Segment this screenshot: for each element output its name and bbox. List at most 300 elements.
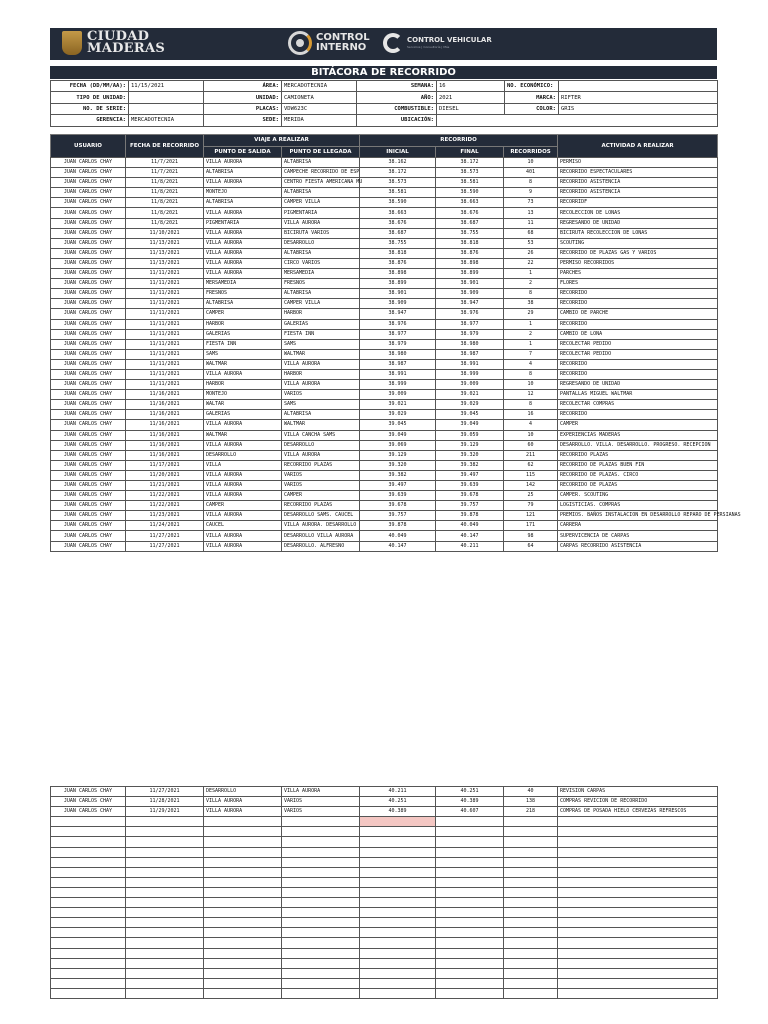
cell-final[interactable]: 39.497 — [436, 470, 504, 480]
cell-fecha[interactable]: 11/28/2021 — [126, 797, 204, 807]
cell-inicial[interactable]: 38.991 — [360, 369, 436, 379]
cell-final[interactable]: 38.977 — [436, 319, 504, 329]
cell-recorridos[interactable] — [504, 948, 558, 958]
cell-final[interactable]: 38.899 — [436, 269, 504, 279]
cell-usuario[interactable] — [51, 817, 126, 827]
cell-salida[interactable] — [204, 898, 282, 908]
cell-llegada[interactable] — [282, 978, 360, 988]
cell-salida[interactable]: WALTAR — [204, 400, 282, 410]
cell-recorridos[interactable]: 9 — [504, 188, 558, 198]
cell-actividad[interactable] — [558, 817, 718, 827]
cell-fecha[interactable]: 11/11/2021 — [126, 289, 204, 299]
cell-salida[interactable]: FRESNOS — [204, 289, 282, 299]
cell-llegada[interactable]: CAMPER VILLA — [282, 299, 360, 309]
cell-usuario[interactable] — [51, 827, 126, 837]
cell-inicial[interactable]: 38.676 — [360, 218, 436, 228]
cell-llegada[interactable]: SAMS — [282, 400, 360, 410]
cell-actividad[interactable]: RECORRIDO — [558, 289, 718, 299]
cell-inicial[interactable]: 38.901 — [360, 289, 436, 299]
cell-actividad[interactable]: RECOLECCION DE LONAS — [558, 208, 718, 218]
cell-inicial[interactable]: 40.251 — [360, 797, 436, 807]
cell-salida[interactable]: VILLA AURORA — [204, 797, 282, 807]
cell-recorridos[interactable] — [504, 958, 558, 968]
cell-actividad[interactable]: RECORRIDO — [558, 299, 718, 309]
cell-recorridos[interactable] — [504, 938, 558, 948]
cell-llegada[interactable]: VARIOS — [282, 807, 360, 817]
cell-actividad[interactable] — [558, 847, 718, 857]
cell-llegada[interactable] — [282, 968, 360, 978]
cell-usuario[interactable]: JUAN CARLOS CHAY — [51, 410, 126, 420]
cell-actividad[interactable]: EXPERIENCIAS MADERAS — [558, 430, 718, 440]
cell-final[interactable]: 40.251 — [436, 787, 504, 797]
cell-final[interactable] — [436, 948, 504, 958]
cell-usuario[interactable]: JUAN CARLOS CHAY — [51, 248, 126, 258]
cell-inicial[interactable]: 38.755 — [360, 238, 436, 248]
cell-llegada[interactable] — [282, 867, 360, 877]
cell-llegada[interactable] — [282, 938, 360, 948]
cell-final[interactable]: 39.049 — [436, 420, 504, 430]
cell-recorridos[interactable]: 79 — [504, 501, 558, 511]
cell-final[interactable] — [436, 887, 504, 897]
cell-salida[interactable] — [204, 887, 282, 897]
cell-actividad[interactable]: RECORRIDO PLAZAS — [558, 450, 718, 460]
fecha-value[interactable]: 11/15/2021 — [129, 81, 204, 92]
cell-llegada[interactable] — [282, 918, 360, 928]
cell-inicial[interactable]: 40.211 — [360, 787, 436, 797]
cell-fecha[interactable]: 11/23/2021 — [126, 511, 204, 521]
cell-salida[interactable]: VILLA AURORA — [204, 178, 282, 188]
cell-llegada[interactable]: CENTRO FIESTA AMERICANA MU — [282, 178, 360, 188]
cell-usuario[interactable]: JUAN CARLOS CHAY — [51, 289, 126, 299]
cell-actividad[interactable]: SUPERVICENCIA DE CARPAS — [558, 531, 718, 541]
cell-usuario[interactable]: JUAN CARLOS CHAY — [51, 329, 126, 339]
cell-inicial[interactable] — [360, 968, 436, 978]
cell-llegada[interactable]: ALTABRISA — [282, 188, 360, 198]
cell-actividad[interactable]: CARPAS RECORRIDO ASISTENCIA — [558, 541, 718, 551]
cell-final[interactable] — [436, 988, 504, 998]
cell-salida[interactable] — [204, 908, 282, 918]
cell-fecha[interactable]: 11/11/2021 — [126, 269, 204, 279]
cell-inicial[interactable]: 40.389 — [360, 807, 436, 817]
cell-actividad[interactable]: RECORRIDO ESPECTACULARES — [558, 168, 718, 178]
cell-llegada[interactable]: HARBOR — [282, 309, 360, 319]
cell-salida[interactable] — [204, 827, 282, 837]
cell-llegada[interactable]: ALTABRISA — [282, 410, 360, 420]
cell-usuario[interactable] — [51, 958, 126, 968]
cell-inicial[interactable]: 40.147 — [360, 541, 436, 551]
cell-final[interactable] — [436, 958, 504, 968]
cell-final[interactable]: 39.757 — [436, 501, 504, 511]
cell-llegada[interactable]: CIRCO VARIOS — [282, 258, 360, 268]
cell-actividad[interactable] — [558, 887, 718, 897]
cell-usuario[interactable] — [51, 988, 126, 998]
cell-fecha[interactable] — [126, 847, 204, 857]
cell-salida[interactable]: VILLA AURORA — [204, 440, 282, 450]
cell-usuario[interactable]: JUAN CARLOS CHAY — [51, 238, 126, 248]
cell-salida[interactable]: VILLA AURORA — [204, 511, 282, 521]
cell-fecha[interactable]: 11/13/2021 — [126, 238, 204, 248]
cell-llegada[interactable]: VILLA AURORA — [282, 359, 360, 369]
cell-usuario[interactable]: JUAN CARLOS CHAY — [51, 349, 126, 359]
cell-inicial[interactable] — [360, 887, 436, 897]
cell-salida[interactable]: VILLA AURORA — [204, 541, 282, 551]
cell-final[interactable]: 38.999 — [436, 369, 504, 379]
cell-inicial[interactable] — [360, 938, 436, 948]
cell-actividad[interactable]: COMPRAS REVICION DE RECORRIDO — [558, 797, 718, 807]
cell-fecha[interactable] — [126, 928, 204, 938]
cell-final[interactable]: 38.590 — [436, 188, 504, 198]
cell-actividad[interactable]: RECORRIDO DE PLAZAS BUEN FIN — [558, 460, 718, 470]
cell-final[interactable] — [436, 827, 504, 837]
cell-fecha[interactable] — [126, 887, 204, 897]
cell-fecha[interactable]: 11/8/2021 — [126, 178, 204, 188]
cell-recorridos[interactable]: 68 — [504, 228, 558, 238]
cell-fecha[interactable]: 11/11/2021 — [126, 299, 204, 309]
cell-salida[interactable]: VILLA AURORA — [204, 470, 282, 480]
cell-inicial[interactable]: 38.999 — [360, 380, 436, 390]
cell-inicial[interactable]: 38.976 — [360, 319, 436, 329]
cell-inicial[interactable]: 39.678 — [360, 501, 436, 511]
cell-recorridos[interactable] — [504, 867, 558, 877]
cell-fecha[interactable] — [126, 918, 204, 928]
cell-actividad[interactable]: PARCHES — [558, 269, 718, 279]
cell-salida[interactable]: VILLA AURORA — [204, 228, 282, 238]
cell-final[interactable]: 38.979 — [436, 329, 504, 339]
cell-salida[interactable]: HARBOR — [204, 380, 282, 390]
cell-recorridos[interactable]: 8 — [504, 178, 558, 188]
cell-actividad[interactable]: REVISION CARPAS — [558, 787, 718, 797]
cell-actividad[interactable] — [558, 968, 718, 978]
cell-inicial[interactable]: 40.049 — [360, 531, 436, 541]
cell-salida[interactable] — [204, 978, 282, 988]
cell-recorridos[interactable]: 8 — [504, 400, 558, 410]
cell-recorridos[interactable]: 2 — [504, 279, 558, 289]
cell-inicial[interactable]: 38.590 — [360, 198, 436, 208]
cell-usuario[interactable] — [51, 928, 126, 938]
cell-actividad[interactable] — [558, 958, 718, 968]
cell-fecha[interactable] — [126, 827, 204, 837]
cell-fecha[interactable]: 11/22/2021 — [126, 491, 204, 501]
cell-salida[interactable] — [204, 867, 282, 877]
cell-llegada[interactable]: CAMPECHE RECORRIDO DE ESP — [282, 168, 360, 178]
cell-inicial[interactable]: 39.497 — [360, 481, 436, 491]
placas-value[interactable]: VDW623C — [282, 103, 357, 114]
cell-actividad[interactable]: RECORRIDO ASISTENCIA — [558, 178, 718, 188]
sede-value[interactable]: MERIDA — [282, 115, 357, 126]
cell-actividad[interactable] — [558, 867, 718, 877]
cell-final[interactable]: 38.172 — [436, 158, 504, 168]
cell-usuario[interactable]: JUAN CARLOS CHAY — [51, 269, 126, 279]
cell-recorridos[interactable]: 138 — [504, 797, 558, 807]
cell-recorridos[interactable]: 171 — [504, 521, 558, 531]
cell-salida[interactable]: FIESTA INN — [204, 339, 282, 349]
cell-inicial[interactable]: 38.947 — [360, 309, 436, 319]
cell-fecha[interactable] — [126, 948, 204, 958]
cell-actividad[interactable] — [558, 827, 718, 837]
cell-fecha[interactable]: 11/24/2021 — [126, 521, 204, 531]
cell-usuario[interactable] — [51, 877, 126, 887]
cell-usuario[interactable]: JUAN CARLOS CHAY — [51, 178, 126, 188]
cell-inicial[interactable]: 38.581 — [360, 188, 436, 198]
cell-salida[interactable] — [204, 938, 282, 948]
cell-recorridos[interactable] — [504, 928, 558, 938]
cell-recorridos[interactable]: 401 — [504, 168, 558, 178]
cell-recorridos[interactable] — [504, 857, 558, 867]
cell-inicial[interactable]: 39.009 — [360, 390, 436, 400]
cell-final[interactable]: 38.947 — [436, 299, 504, 309]
cell-actividad[interactable]: CAMPER. SCOUTING — [558, 491, 718, 501]
cell-salida[interactable]: MERSAMEDIA — [204, 279, 282, 289]
cell-usuario[interactable] — [51, 938, 126, 948]
cell-fecha[interactable] — [126, 817, 204, 827]
cell-fecha[interactable] — [126, 988, 204, 998]
cell-llegada[interactable]: CAMPER VILLA — [282, 198, 360, 208]
cell-fecha[interactable]: 11/16/2021 — [126, 400, 204, 410]
cell-inicial[interactable] — [360, 958, 436, 968]
cell-usuario[interactable]: JUAN CARLOS CHAY — [51, 279, 126, 289]
cell-actividad[interactable]: RECORRIDO — [558, 410, 718, 420]
cell-fecha[interactable]: 11/27/2021 — [126, 531, 204, 541]
cell-recorridos[interactable]: 13 — [504, 208, 558, 218]
cell-fecha[interactable]: 11/16/2021 — [126, 440, 204, 450]
cell-actividad[interactable] — [558, 928, 718, 938]
cell-salida[interactable]: VILLA AURORA — [204, 258, 282, 268]
cell-llegada[interactable] — [282, 898, 360, 908]
cell-salida[interactable] — [204, 918, 282, 928]
cell-fecha[interactable]: 11/8/2021 — [126, 218, 204, 228]
cell-recorridos[interactable]: 73 — [504, 198, 558, 208]
cell-llegada[interactable] — [282, 837, 360, 847]
cell-llegada[interactable]: HARBOR — [282, 369, 360, 379]
cell-actividad[interactable]: CAMBIO DE PARCHE — [558, 309, 718, 319]
cell-usuario[interactable]: JUAN CARLOS CHAY — [51, 541, 126, 551]
cell-fecha[interactable]: 11/11/2021 — [126, 339, 204, 349]
cell-llegada[interactable]: ALTABRISA — [282, 248, 360, 258]
cell-salida[interactable] — [204, 928, 282, 938]
cell-usuario[interactable]: JUAN CARLOS CHAY — [51, 511, 126, 521]
cell-actividad[interactable] — [558, 988, 718, 998]
cell-final[interactable]: 39.382 — [436, 460, 504, 470]
cell-salida[interactable]: WALTMAR — [204, 359, 282, 369]
cell-llegada[interactable]: VARIOS — [282, 797, 360, 807]
cell-usuario[interactable]: JUAN CARLOS CHAY — [51, 390, 126, 400]
cell-inicial[interactable]: 39.049 — [360, 430, 436, 440]
cell-recorridos[interactable]: 64 — [504, 541, 558, 551]
cell-usuario[interactable]: JUAN CARLOS CHAY — [51, 158, 126, 168]
cell-usuario[interactable]: JUAN CARLOS CHAY — [51, 797, 126, 807]
cell-fecha[interactable]: 11/20/2021 — [126, 470, 204, 480]
cell-salida[interactable]: GALERIAS — [204, 329, 282, 339]
cell-salida[interactable]: MONTEJO — [204, 188, 282, 198]
cell-final[interactable]: 38.876 — [436, 248, 504, 258]
cell-final[interactable] — [436, 817, 504, 827]
cell-llegada[interactable]: DESARROLLO — [282, 238, 360, 248]
cell-usuario[interactable]: JUAN CARLOS CHAY — [51, 380, 126, 390]
cell-salida[interactable] — [204, 857, 282, 867]
cell-fecha[interactable]: 11/13/2021 — [126, 248, 204, 258]
cell-inicial[interactable] — [360, 837, 436, 847]
cell-usuario[interactable]: JUAN CARLOS CHAY — [51, 470, 126, 480]
cell-usuario[interactable] — [51, 978, 126, 988]
cell-usuario[interactable]: JUAN CARLOS CHAY — [51, 807, 126, 817]
cell-actividad[interactable]: PANTALLAS MIGUEL WALTMAR — [558, 390, 718, 400]
cell-usuario[interactable] — [51, 948, 126, 958]
cell-recorridos[interactable] — [504, 887, 558, 897]
no-economico-value[interactable] — [559, 81, 718, 92]
cell-final[interactable]: 38.980 — [436, 339, 504, 349]
cell-usuario[interactable]: JUAN CARLOS CHAY — [51, 531, 126, 541]
cell-salida[interactable]: HARBOR — [204, 319, 282, 329]
cell-salida[interactable] — [204, 948, 282, 958]
cell-inicial[interactable]: 39.069 — [360, 440, 436, 450]
cell-final[interactable] — [436, 837, 504, 847]
cell-inicial[interactable]: 38.898 — [360, 269, 436, 279]
cell-fecha[interactable] — [126, 857, 204, 867]
cell-inicial[interactable]: 38.172 — [360, 168, 436, 178]
cell-fecha[interactable] — [126, 837, 204, 847]
cell-inicial[interactable] — [360, 948, 436, 958]
cell-usuario[interactable]: JUAN CARLOS CHAY — [51, 787, 126, 797]
cell-salida[interactable]: DESARROLLO — [204, 450, 282, 460]
cell-llegada[interactable]: BICIRUTA VARIOS — [282, 228, 360, 238]
cell-usuario[interactable]: JUAN CARLOS CHAY — [51, 369, 126, 379]
cell-recorridos[interactable]: 2 — [504, 329, 558, 339]
cell-recorridos[interactable]: 121 — [504, 511, 558, 521]
cell-llegada[interactable]: WALTMAR — [282, 349, 360, 359]
cell-inicial[interactable]: 38.987 — [360, 359, 436, 369]
cell-final[interactable]: 38.898 — [436, 258, 504, 268]
cell-recorridos[interactable] — [504, 817, 558, 827]
cell-final[interactable]: 40.389 — [436, 797, 504, 807]
cell-usuario[interactable] — [51, 908, 126, 918]
cell-usuario[interactable]: JUAN CARLOS CHAY — [51, 299, 126, 309]
cell-inicial[interactable]: 38.876 — [360, 258, 436, 268]
cell-final[interactable]: 40.147 — [436, 531, 504, 541]
cell-llegada[interactable]: ALTABRISA — [282, 158, 360, 168]
cell-final[interactable]: 40.211 — [436, 541, 504, 551]
cell-salida[interactable] — [204, 847, 282, 857]
cell-actividad[interactable]: FLORES — [558, 279, 718, 289]
cell-inicial[interactable]: 38.980 — [360, 349, 436, 359]
cell-llegada[interactable]: VILLA AURORA — [282, 450, 360, 460]
cell-usuario[interactable]: JUAN CARLOS CHAY — [51, 228, 126, 238]
cell-recorridos[interactable] — [504, 918, 558, 928]
cell-llegada[interactable] — [282, 908, 360, 918]
ubicacion-value[interactable] — [437, 115, 718, 126]
semana-value[interactable]: 16 — [437, 81, 505, 92]
cell-final[interactable]: 39.009 — [436, 380, 504, 390]
cell-inicial[interactable]: 39.045 — [360, 420, 436, 430]
cell-recorridos[interactable]: 1 — [504, 339, 558, 349]
cell-actividad[interactable]: RECORRIDF — [558, 198, 718, 208]
cell-fecha[interactable] — [126, 898, 204, 908]
cell-actividad[interactable]: RECORRIDO ASISTENCIA — [558, 188, 718, 198]
cell-usuario[interactable]: JUAN CARLOS CHAY — [51, 218, 126, 228]
cell-final[interactable]: 38.581 — [436, 178, 504, 188]
cell-llegada[interactable]: VARIOS — [282, 470, 360, 480]
cell-recorridos[interactable]: 22 — [504, 258, 558, 268]
cell-actividad[interactable]: CAMPER — [558, 420, 718, 430]
cell-llegada[interactable]: DESARROLLO. ALFRESNO — [282, 541, 360, 551]
cell-llegada[interactable]: VILLA AURORA. DESARROLLO — [282, 521, 360, 531]
cell-llegada[interactable] — [282, 928, 360, 938]
cell-final[interactable] — [436, 928, 504, 938]
cell-final[interactable]: 39.639 — [436, 481, 504, 491]
cell-inicial[interactable] — [360, 817, 436, 827]
cell-inicial[interactable]: 39.639 — [360, 491, 436, 501]
cell-usuario[interactable] — [51, 918, 126, 928]
cell-llegada[interactable]: MERSAMEDIA — [282, 269, 360, 279]
cell-usuario[interactable]: JUAN CARLOS CHAY — [51, 208, 126, 218]
cell-usuario[interactable] — [51, 857, 126, 867]
cell-inicial[interactable] — [360, 978, 436, 988]
cell-final[interactable]: 40.607 — [436, 807, 504, 817]
cell-usuario[interactable]: JUAN CARLOS CHAY — [51, 521, 126, 531]
cell-actividad[interactable]: LOGISTICIAS. COMPRAS — [558, 501, 718, 511]
cell-llegada[interactable]: SAMS — [282, 339, 360, 349]
cell-usuario[interactable]: JUAN CARLOS CHAY — [51, 430, 126, 440]
cell-fecha[interactable] — [126, 978, 204, 988]
cell-llegada[interactable]: DESARROLLO SAMS. CAUCEL — [282, 511, 360, 521]
cell-actividad[interactable] — [558, 908, 718, 918]
cell-actividad[interactable]: DESARROLLO. VILLA. DESARROLLO. PROGRESO. RECEPCION — [558, 440, 718, 450]
cell-fecha[interactable]: 11/27/2021 — [126, 787, 204, 797]
cell-usuario[interactable] — [51, 968, 126, 978]
area-value[interactable]: MERCADOTECNIA — [282, 81, 357, 92]
cell-inicial[interactable] — [360, 857, 436, 867]
cell-actividad[interactable]: RECOLECTAR PEDIDO — [558, 349, 718, 359]
cell-recorridos[interactable]: 98 — [504, 531, 558, 541]
cell-final[interactable]: 39.129 — [436, 440, 504, 450]
cell-salida[interactable] — [204, 988, 282, 998]
cell-salida[interactable]: GALERIAS — [204, 410, 282, 420]
cell-usuario[interactable]: JUAN CARLOS CHAY — [51, 168, 126, 178]
cell-actividad[interactable]: PERMISO — [558, 158, 718, 168]
cell-inicial[interactable] — [360, 908, 436, 918]
cell-salida[interactable]: ALTABRISA — [204, 299, 282, 309]
cell-recorridos[interactable]: 25 — [504, 491, 558, 501]
cell-inicial[interactable]: 39.878 — [360, 521, 436, 531]
cell-final[interactable]: 39.059 — [436, 430, 504, 440]
cell-final[interactable] — [436, 877, 504, 887]
cell-recorridos[interactable] — [504, 847, 558, 857]
cell-llegada[interactable]: PIGMENTARIA — [282, 208, 360, 218]
cell-actividad[interactable]: REGRESANDO DE UNIDAD — [558, 380, 718, 390]
cell-inicial[interactable]: 39.757 — [360, 511, 436, 521]
cell-actividad[interactable]: RECORRIDO — [558, 359, 718, 369]
cell-llegada[interactable]: DESARROLLO — [282, 440, 360, 450]
cell-usuario[interactable]: JUAN CARLOS CHAY — [51, 450, 126, 460]
cell-recorridos[interactable]: 29 — [504, 309, 558, 319]
cell-fecha[interactable]: 11/10/2021 — [126, 228, 204, 238]
cell-inicial[interactable] — [360, 877, 436, 887]
tipo-unidad-value[interactable] — [129, 92, 204, 103]
cell-fecha[interactable] — [126, 877, 204, 887]
cell-actividad[interactable] — [558, 918, 718, 928]
cell-inicial[interactable]: 38.977 — [360, 329, 436, 339]
cell-fecha[interactable]: 11/7/2021 — [126, 168, 204, 178]
cell-recorridos[interactable]: 62 — [504, 460, 558, 470]
cell-inicial[interactable]: 38.162 — [360, 158, 436, 168]
cell-llegada[interactable]: FIESTA INN — [282, 329, 360, 339]
cell-fecha[interactable]: 11/11/2021 — [126, 329, 204, 339]
cell-llegada[interactable]: DESARROLLO VILLA AURORA — [282, 531, 360, 541]
cell-final[interactable]: 38.901 — [436, 279, 504, 289]
cell-final[interactable]: 38.687 — [436, 218, 504, 228]
cell-salida[interactable]: VILLA AURORA — [204, 481, 282, 491]
cell-usuario[interactable]: JUAN CARLOS CHAY — [51, 420, 126, 430]
cell-usuario[interactable] — [51, 847, 126, 857]
